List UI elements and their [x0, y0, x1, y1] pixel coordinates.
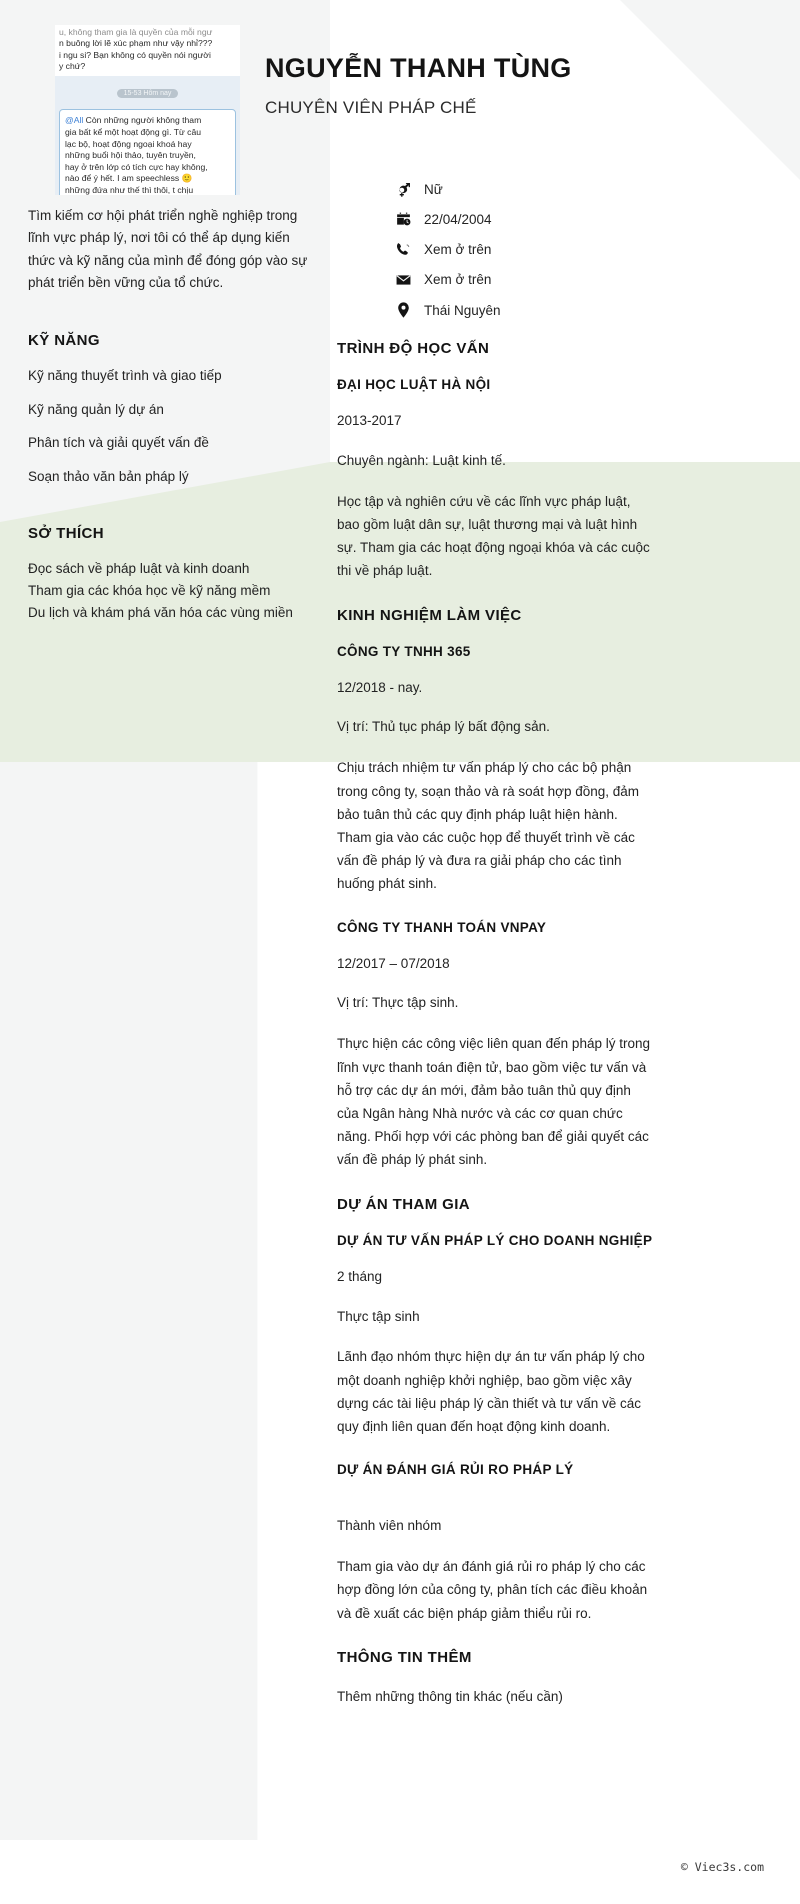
- education-period: 2013-2017: [337, 413, 402, 428]
- skill-item: Soạn thảo văn bản pháp lý: [28, 468, 189, 484]
- project-description: Tham gia vào dự án đánh giá rủi ro pháp lý cho các hợp đồng lớn của công ty, phân tích các điều khoản và đề xuất các biện pháp giảm thiểu rủi ro.: [337, 1559, 648, 1621]
- profile-photo: [55, 25, 240, 195]
- hobby-item: Đọc sách về pháp luật và kinh doanh: [28, 561, 250, 577]
- candidate-name: NGUYỄN THANH TÙNG: [265, 53, 572, 83]
- education-school: ĐẠI HỌC LUẬT HÀ NỘI: [337, 377, 491, 392]
- chat-bubble: [59, 109, 236, 195]
- chat-line: i ngu si? Bạn không có quyền nói người: [59, 49, 211, 60]
- phone-icon: [392, 242, 414, 257]
- skill-item: Kỹ năng quản lý dự án: [28, 401, 164, 417]
- chat-line: Còn những người không tham: [85, 115, 202, 126]
- experience-item: [337, 644, 655, 896]
- project-duration: 2 tháng: [337, 1268, 383, 1284]
- experience-period: 12/2017 – 07/2018: [337, 955, 450, 971]
- experience-description: Chịu trách nhiệm tư vấn pháp lý cho các bộ phận trong công ty, soạn thảo và rà soát hợp đồng, đảm bảo tuân thủ các quy định pháp luật hiện hành. Tham gia vào các cuộc họp để thuyết trình về các vấn đề pháp lý và đưa ra giải pháp cho các tình huống phát sinh.: [337, 760, 640, 892]
- additional-info-heading: THÔNG TIN THÊM: [337, 1648, 472, 1666]
- career-objective: Tìm kiếm cơ hội phát triển nghề nghiệp trong lĩnh vực pháp lý, nơi tôi có thể áp dụng kiến thức và kỹ năng của mình để đóng góp vào sự phát triển bền vững của tổ chức.: [28, 208, 308, 290]
- experience-period: 12/2018 - nay.: [337, 679, 423, 695]
- right-column: [337, 340, 655, 1726]
- project-title: DỰ ÁN ĐÁNH GIÁ RỦI RO PHÁP LÝ: [337, 1462, 574, 1478]
- project-duration: [337, 1495, 655, 1515]
- project-item: [337, 1462, 655, 1625]
- education-description: Học tập và nghiên cứu về các lĩnh vực pháp luật, bao gồm luật dân sự, luật thương mại và luật hình sự. Tham gia các hoạt động ngoại khóa và các cuộc thi về pháp luật.: [337, 493, 650, 579]
- skills-heading: KỸ NĂNG: [28, 332, 100, 350]
- contact-value-gender: Nữ: [424, 182, 443, 197]
- education-major: Chuyên ngành: Luật kinh tế.: [337, 452, 506, 468]
- contact-row-phone[interactable]: [392, 242, 692, 257]
- chat-timestamp-row: [55, 76, 240, 104]
- project-role: Thực tập sinh: [337, 1308, 420, 1324]
- project-role: Thành viên nhóm: [337, 1518, 442, 1534]
- cv-header: [265, 52, 785, 118]
- experience-item: [337, 920, 655, 1172]
- project-item: [337, 1233, 655, 1439]
- contact-value-email: Xem ở trên: [424, 272, 492, 287]
- experience-position: Vị trí: Thực tập sinh.: [337, 995, 459, 1011]
- skills-list: [28, 365, 310, 487]
- chat-bubble-wrapper: [55, 104, 240, 195]
- chat-line: n buông lời lẽ xúc phạm như vậy nhỉ???: [59, 38, 213, 49]
- gender-icon: [392, 182, 414, 197]
- chat-top-messages: [55, 25, 240, 76]
- contact-row-email[interactable]: [392, 272, 692, 287]
- hobbies-heading: SỞ THÍCH: [28, 525, 104, 543]
- experience-heading: KINH NGHIỆM LÀM VIỆC: [337, 606, 522, 624]
- contact-info-list: [392, 182, 692, 333]
- chat-line: hay ở trên lớp có tích cực hay không,: [65, 161, 208, 172]
- education-heading: TRÌNH ĐỘ HỌC VẤN: [337, 340, 490, 357]
- chat-mention: @All: [65, 115, 84, 126]
- project-title: DỰ ÁN TƯ VẤN PHÁP LÝ CHO DOANH NGHIỆP: [337, 1232, 653, 1248]
- contact-row-location: [392, 302, 692, 318]
- chat-line: gia bất kể một hoạt động gì. Từ câu: [65, 126, 202, 137]
- chat-timestamp: 15-53 Hôm nay: [117, 89, 179, 98]
- contact-row-gender: [392, 182, 692, 197]
- contact-value-birthdate: 22/04/2004: [424, 212, 492, 227]
- skill-item: Phân tích và giải quyết vấn đề: [28, 435, 209, 451]
- experience-company: CÔNG TY THANH TOÁN VNPAY: [337, 919, 547, 935]
- contact-row-birthdate: [392, 212, 692, 227]
- skill-item: Kỹ năng thuyết trình và giao tiếp: [28, 368, 222, 384]
- project-description: Lãnh đạo nhóm thực hiện dự án tư vấn pháp lý cho một doanh nghiệp khởi nghiệp, bao gồm việc xây dựng các tài liệu pháp lý cần thiết và tư vấn về các quy định liên quan đến hoạt động kinh doanh.: [337, 1349, 645, 1435]
- experience-position: Vị trí: Thủ tục pháp lý bất động sản.: [337, 719, 550, 735]
- hobby-item: Du lịch và khám phá văn hóa các vùng miền: [28, 605, 293, 621]
- experience-company: CÔNG TY TNHH 365: [337, 643, 471, 659]
- footer-copyright: © Viec3s.com: [680, 1860, 764, 1874]
- hobby-item: Tham gia các khóa học về kỹ năng mềm: [28, 583, 271, 599]
- chat-line: những đứa như thế thì thôi, t chịu: [65, 184, 194, 195]
- chat-line: y chứ?: [59, 61, 86, 72]
- additional-info-text: Thêm những thông tin khác (nếu cần): [337, 1688, 563, 1704]
- experience-description: Thực hiện các công việc liên quan đến pháp lý trong lĩnh vực thanh toán điện tử, bao gồm việc tư vấn và hỗ trợ các dự án mới, đảm bảo tuân thủ quy định của Ngân hàng Nhà nước và các cơ quan chức năng. Phối hợp với các phòng ban để giải quyết các vấn đề pháp lý phát sinh.: [337, 1036, 650, 1168]
- candidate-job-title: CHUYÊN VIÊN PHÁP CHẾ: [265, 98, 477, 118]
- chat-line: u, không tham gia là quyền của mỗi ngư: [59, 27, 213, 37]
- chat-line: lạc bộ, hoạt động ngoại khoá hay: [65, 138, 192, 149]
- calendar-icon: [392, 212, 414, 227]
- chat-line: nào để ý hết. I am speechless 🙂: [65, 173, 193, 184]
- email-icon: [392, 274, 414, 286]
- location-pin-icon: [392, 302, 414, 318]
- footer: [0, 1858, 800, 1876]
- contact-value-location: Thái Nguyên: [424, 302, 501, 318]
- left-column: [28, 205, 310, 624]
- projects-heading: DỰ ÁN THAM GIA: [337, 1195, 471, 1213]
- hobbies-list: [28, 558, 310, 624]
- contact-value-phone: Xem ở trên: [424, 242, 492, 257]
- chat-line: những buổi hội thảo, tuyên truyền,: [65, 150, 196, 161]
